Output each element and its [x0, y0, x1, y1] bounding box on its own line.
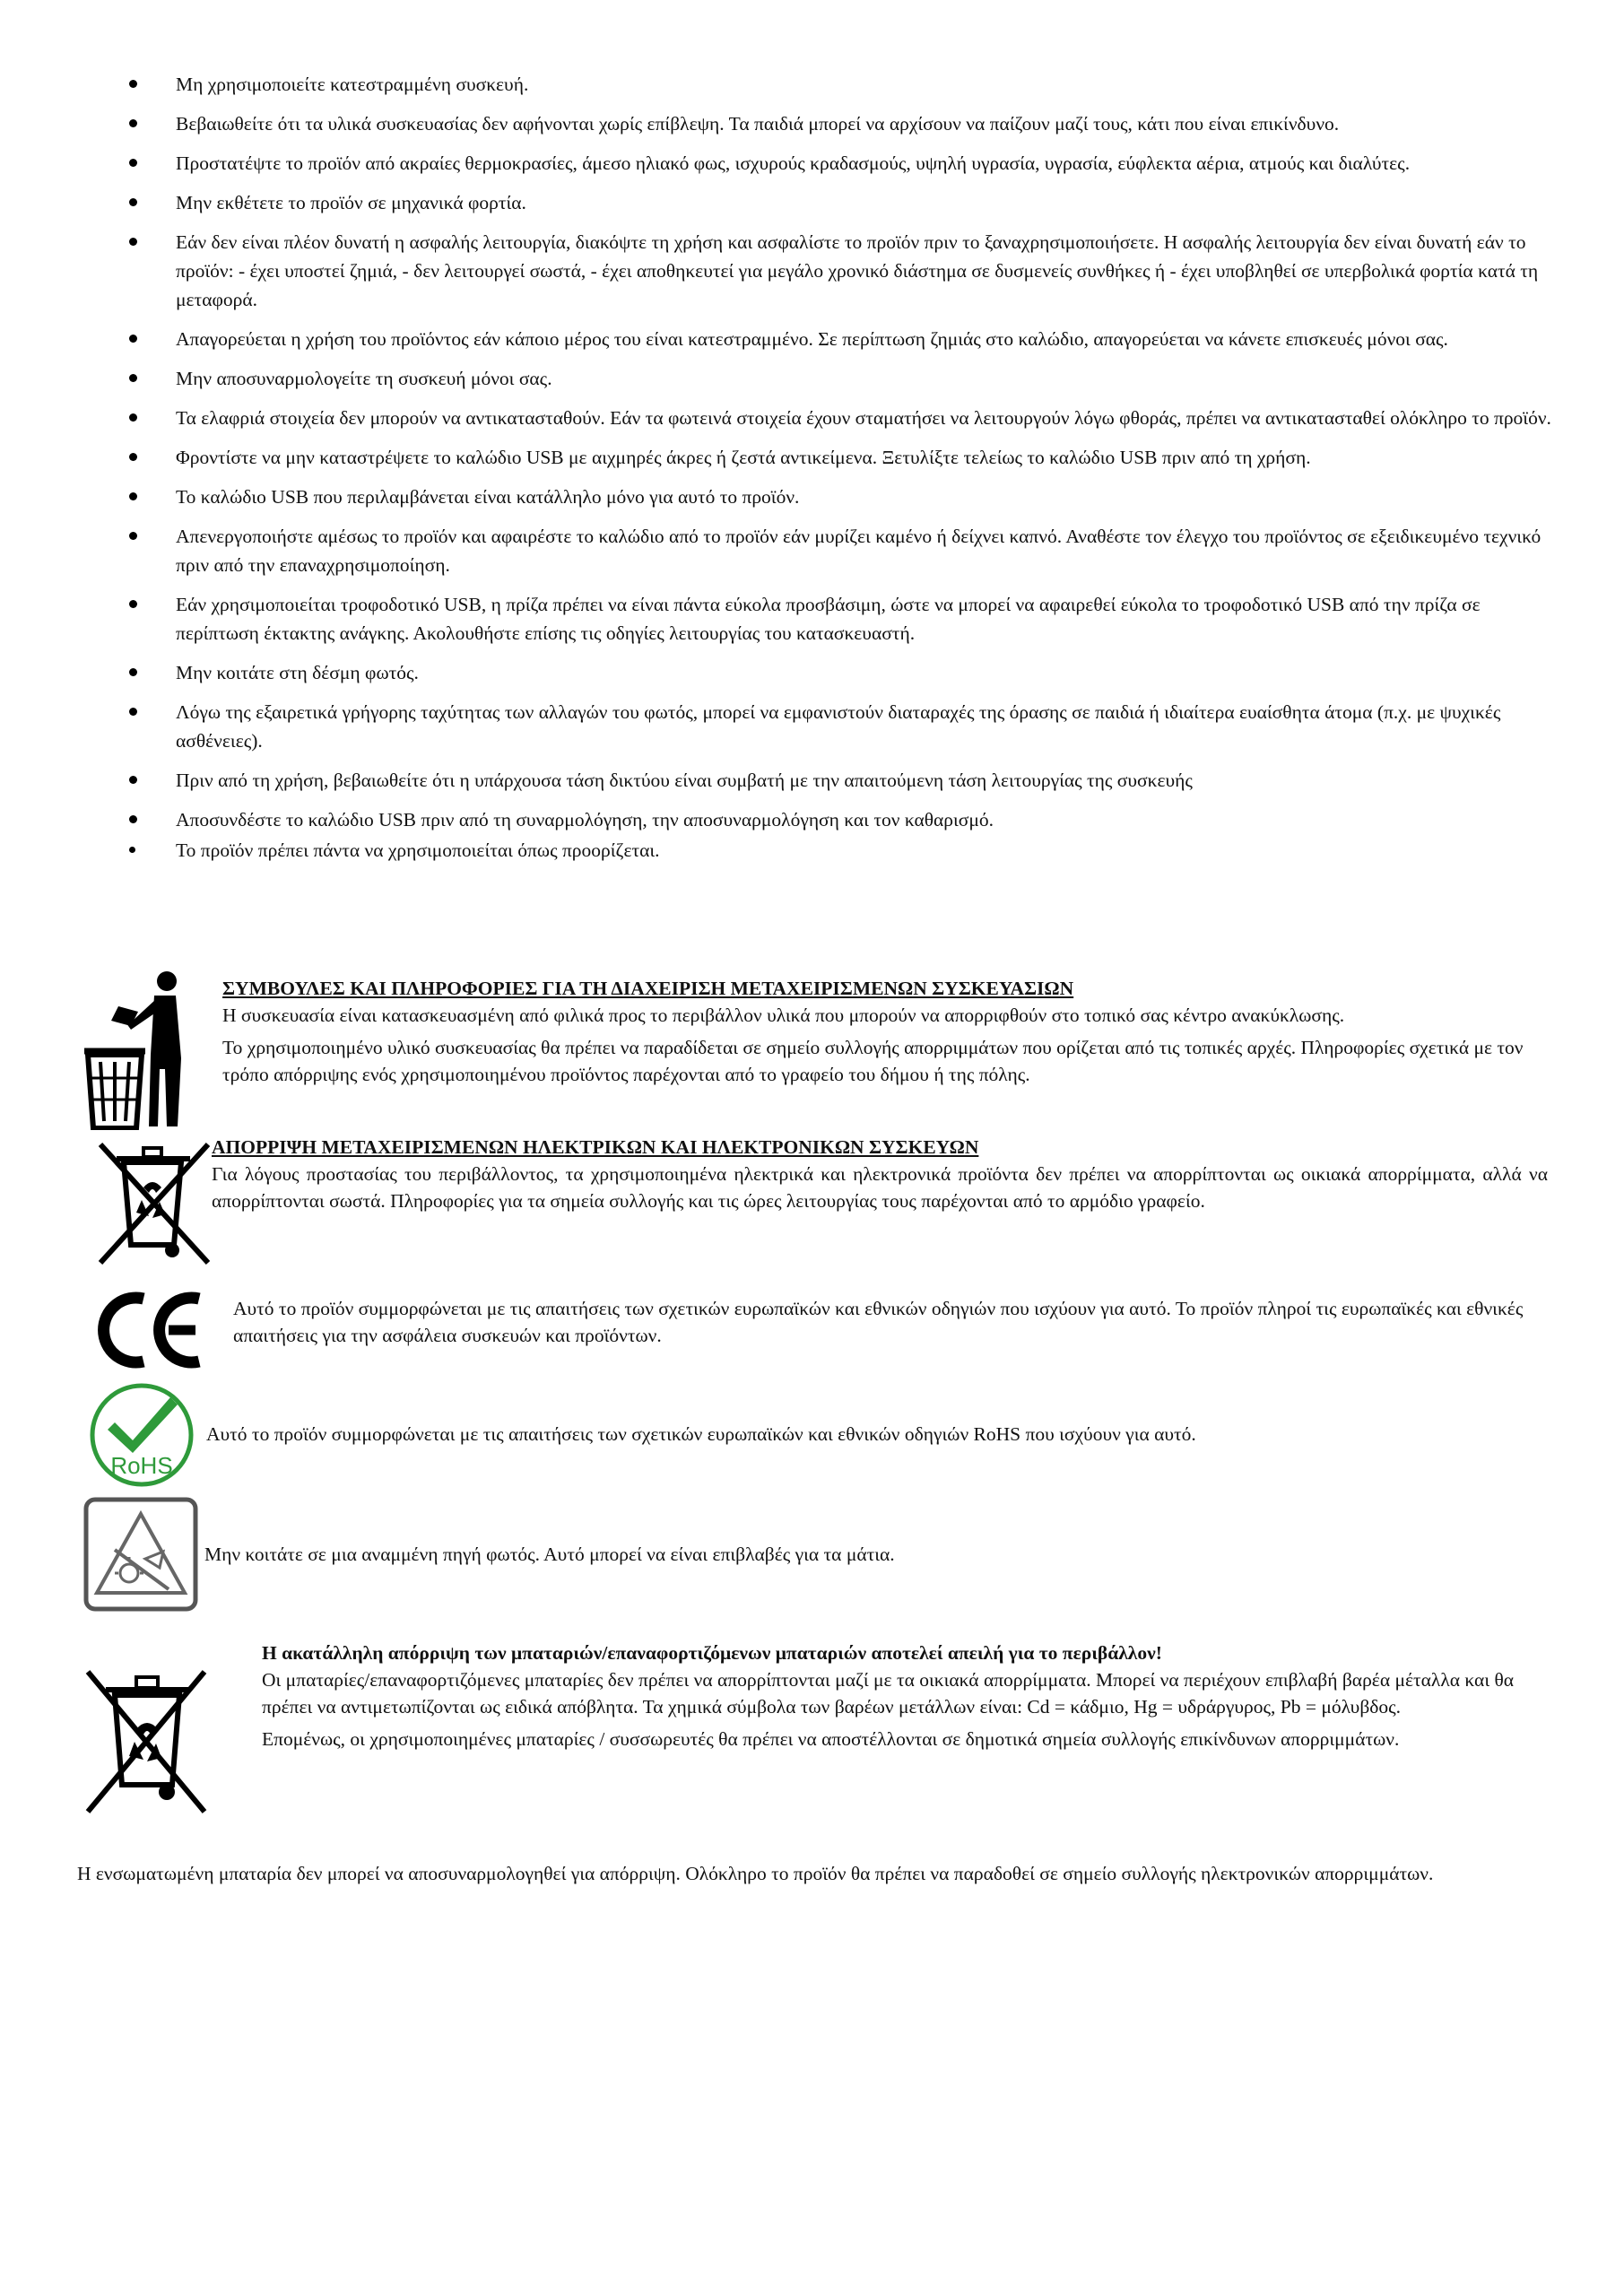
bullet-dot — [129, 238, 137, 246]
footer-paragraph: Η ενσωματωμένη μπαταρία δεν μπορεί να αποσυναρμολογηθεί για απόρριψη. Ολόκληρο το προϊόν θα πρέπει να παραδοθεί σε σημείο συλλογής ηλεκτρονικών απορριμμάτων. — [77, 1863, 1434, 1884]
rohs-check-icon — [88, 1381, 195, 1489]
crossed-out-wheelie-bin-icon — [97, 1141, 213, 1266]
bullet-item: Αποσυνδέστε το καλώδιο USB πριν από τη συναρμολόγηση, την αποσυναρμολόγηση και τον καθαρισμό. — [126, 805, 1560, 834]
bullet-item: Εάν δεν είναι πλέον δυνατή η ασφαλής λειτουργία, διακόψτε τη χρήση και ασφαλίστε το προϊόν πριν το ξαναχρησιμοποιήσετε. Η ασφαλής λειτουργία δεν είναι δυνατή εάν το προϊόν: - έχει υποστεί ζημιά, - δεν λειτουργεί σωστά, - έχει αποθηκευτεί για μεγάλο χρονικό διάστημα σε δυσμενείς συνθήκες ή - έχει υποβληθεί σε υπερβολικά φορτία κατά τη μεταφορά. — [126, 228, 1560, 314]
light-warning-paragraph: Μην κοιτάτε σε μια αναμμένη πηγή φωτός. Αυτό μπορεί να είναι επιβλαβές για τα μάτια. — [204, 1544, 895, 1565]
bullet-item: Εάν χρησιμοποιείται τροφοδοτικό USB, η πρίζα πρέπει να είναι πάντα εύκολα προσβάσιμη, ώστε να μπορεί να αφαιρεθεί εύκολα το τροφοδοτικό USB από την πρίζα σε περίπτωση έκτακτης ανάγκης. Ακολουθήστε επίσης τις οδηγίες λειτουργίας του κατασκευαστή. — [126, 590, 1560, 648]
packaging-section — [222, 975, 1568, 1093]
crossed-out-battery-bin-icon — [79, 1659, 213, 1821]
light-warning-section — [204, 1541, 1550, 1573]
bullet-item: Βεβαιωθείτε ότι τα υλικά συσκευασίας δεν αφήνονται χωρίς επίβλεψη. Τα παιδιά μπορεί να αρχίσουν να παίζουν μαζί τους, κάτι που είναι επικίνδυνο. — [126, 109, 1560, 138]
rohs-section — [206, 1421, 1551, 1453]
safety-bullet-list — [126, 70, 1560, 875]
bullet-dot — [129, 374, 137, 382]
weee-paragraph: Για λόγους προστασίας του περιβάλλοντος, τα χρησιμοποιημένα ηλεκτρικά και ηλεκτρονικά προϊόντα δεν πρέπει να απορρίπτονται ως οικιακά απορρίμματα, αλλά να απορρίπτονται σωστά. Πληροφορίες για τα σημεία συλλογής και τις ώρες λειτουργίας τους παρέχονται από το αρμόδιο γραφείο. — [212, 1163, 1548, 1212]
bullet-dot — [129, 600, 137, 608]
ce-section — [233, 1295, 1551, 1354]
bullet-dot — [129, 815, 137, 823]
bullet-item: Τα ελαφριά στοιχεία δεν μπορούν να αντικατασταθούν. Εάν τα φωτεινά στοιχεία έχουν σταματήσει να λειτουργούν λόγω φθοράς, πρέπει να αντικατασταθεί ολόκληρο το προϊόν. — [126, 404, 1560, 432]
packaging-paragraph-1: Η συσκευασία είναι κατασκευασμένη από φιλικά προς το περιβάλλον υλικά που μπορούν να απορριφθούν στο τοπικό σας κέντρο ανακύκλωσης. — [222, 1004, 1345, 1026]
footer-note — [77, 1860, 1548, 1892]
bullet-item: Λόγω της εξαιρετικά γρήγορης ταχύτητας των αλλαγών του φωτός, μπορεί να εμφανιστούν διαταραχές της όρασης σε παιδιά ή ιδιαίτερα ευαίσθητα άτομα (π.χ. με ψυχικές ασθένειες). — [126, 698, 1560, 755]
do-not-stare-light-icon — [83, 1496, 199, 1613]
ce-paragraph: Αυτό το προϊόν συμμορφώνεται με τις απαιτήσεις των σχετικών ευρωπαϊκών και εθνικών οδηγιών που ισχύουν για αυτό. Το προϊόν πληροί τις ευρωπαϊκές και εθνικές απαιτήσεις για την ασφάλεια συσκευών και προϊόντων. — [233, 1298, 1524, 1346]
bullet-dot — [129, 776, 137, 784]
bullet-dot — [129, 668, 137, 676]
bullet-item: Μην εκθέτετε το προϊόν σε μηχανικά φορτία. — [126, 188, 1560, 217]
battery-paragraph-1: Οι μπαταρίες/επαναφορτιζόμενες μπαταρίες δεν πρέπει να απορρίπτονται μαζί με τα οικιακά απορρίμματα. Μπορεί να περιέχουν επιβλαβή βαρέα μέταλλα και θα πρέπει να αντιμετωπίζονται ως ειδικά απόβλητα. Τα χημικά σύμβολα των βαρέων μετάλλων είναι: Cd = κάδμιο, Hg = υδράργυρος, Pb = μόλυβδος. — [262, 1669, 1515, 1718]
bullet-dot — [129, 80, 137, 88]
bullet-dot — [129, 453, 137, 461]
bullet-item: Πριν από τη χρήση, βεβαιωθείτε ότι η υπάρχουσα τάση δικτύου είναι συμβατή με την απαιτούμενη τάση λειτουργίας της συσκευής — [126, 766, 1560, 795]
bullet-item: Φροντίστε να μην καταστρέψετε το καλώδιο USB με αιχμηρές άκρες ή ζεστά αντικείμενα. Ξετυλίξτε τελείως το καλώδιο USB πριν από τη χρήση. — [126, 443, 1560, 472]
bullet-dot — [129, 119, 137, 127]
bullet-item: Το καλώδιο USB που περιλαμβάνεται είναι κατάλληλο μόνο για αυτό το προϊόν. — [126, 483, 1560, 511]
bullet-dot — [129, 532, 137, 540]
bullet-dot — [129, 708, 137, 716]
weee-section — [212, 1134, 1548, 1220]
tidy-man-bin-icon — [79, 969, 195, 1130]
bullet-dot — [129, 159, 137, 167]
ce-mark-icon — [97, 1290, 204, 1370]
bullet-item: Προστατέψτε το προϊόν από ακραίες θερμοκρασίες, άμεσο ηλιακό φως, ισχυρούς κραδασμούς, υψηλή υγρασία, υγρασία, εύφλεκτα αέρια, ατμούς και διαλύτες. — [126, 149, 1560, 178]
bullet-dot — [129, 198, 137, 206]
packaging-title: ΣΥΜΒΟΥΛΕΣ ΚΑΙ ΠΛΗΡΟΦΟΡΙΕΣ ΓΙΑ ΤΗ ΔΙΑΧΕΙΡΙΣΗ ΜΕΤΑΧΕΙΡΙΣΜΕΝΩΝ ΣΥΣΚΕΥΑΣΙΩΝ — [222, 978, 1074, 999]
bullet-dot — [129, 492, 137, 500]
bullet-item: Απαγορεύεται η χρήση του προϊόντος εάν κάποιο μέρος του είναι κατεστραμμένο. Σε περίπτωση ζημιάς στο καλώδιο, απαγορεύεται να κάνετε επισκευές μόνοι σας. — [126, 325, 1560, 353]
bullet-item: Μη χρησιμοποιείτε κατεστραμμένη συσκευή. — [126, 70, 1560, 99]
bullet-item: Μην κοιτάτε στη δέσμη φωτός. — [126, 658, 1560, 687]
rohs-label: RoHS — [110, 1452, 173, 1479]
bullet-item: Μην αποσυναρμολογείτε τη συσκευή μόνοι σας. — [126, 364, 1560, 393]
battery-title: Η ακατάλληλη απόρριψη των μπαταριών/επαναφορτιζόμενων μπαταριών αποτελεί απειλή για το περιβάλλον! — [262, 1642, 1162, 1664]
bullet-dot — [129, 335, 137, 343]
bullet-item: Απενεργοποιήστε αμέσως το προϊόν και αφαιρέστε το καλώδιο από το προϊόν εάν μυρίζει καμένο ή δείχνει καπνό. Αναθέστε τον έλεγχο του προϊόντος σε εξειδικευμένο τεχνικό πριν από την επαναχρησιμοποίηση. — [126, 522, 1560, 579]
battery-paragraph-2: Επομένως, οι χρησιμοποιημένες μπαταρίες / συσσωρευτές θα πρέπει να αποστέλλονται σε δημοτικά σημεία συλλογής επικίνδυνων απορριμμάτων. — [262, 1728, 1400, 1750]
bullet-dot — [129, 413, 137, 422]
weee-title: ΑΠΟΡΡΙΨΗ ΜΕΤΑΧΕΙΡΙΣΜΕΝΩΝ ΗΛΕΚΤΡΙΚΩΝ ΚΑΙ ΗΛΕΚΤΡΟΝΙΚΩΝ ΣΥΣΚΕΥΩΝ — [212, 1136, 979, 1158]
bullet-item: Το προϊόν πρέπει πάντα να χρησιμοποιείται όπως προορίζεται. — [126, 836, 1560, 865]
battery-section — [262, 1639, 1535, 1758]
bullet-dot — [129, 847, 135, 853]
rohs-paragraph: Αυτό το προϊόν συμμορφώνεται με τις απαιτήσεις των σχετικών ευρωπαϊκών και εθνικών οδηγιών RoHS που ισχύουν για αυτό. — [206, 1423, 1196, 1445]
packaging-paragraph-2: Το χρησιμοποιημένο υλικό συσκευασίας θα πρέπει να παραδίδεται σε σημείο συλλογής απορριμμάτων που ορίζεται από τις τοπικές αρχές. Πληροφορίες σχετικά με τον τρόπο απόρριψης ενός χρησιμοποιημένου προϊόντος παρέχονται από το γραφείο του δήμου ή της πόλης. — [222, 1037, 1524, 1085]
